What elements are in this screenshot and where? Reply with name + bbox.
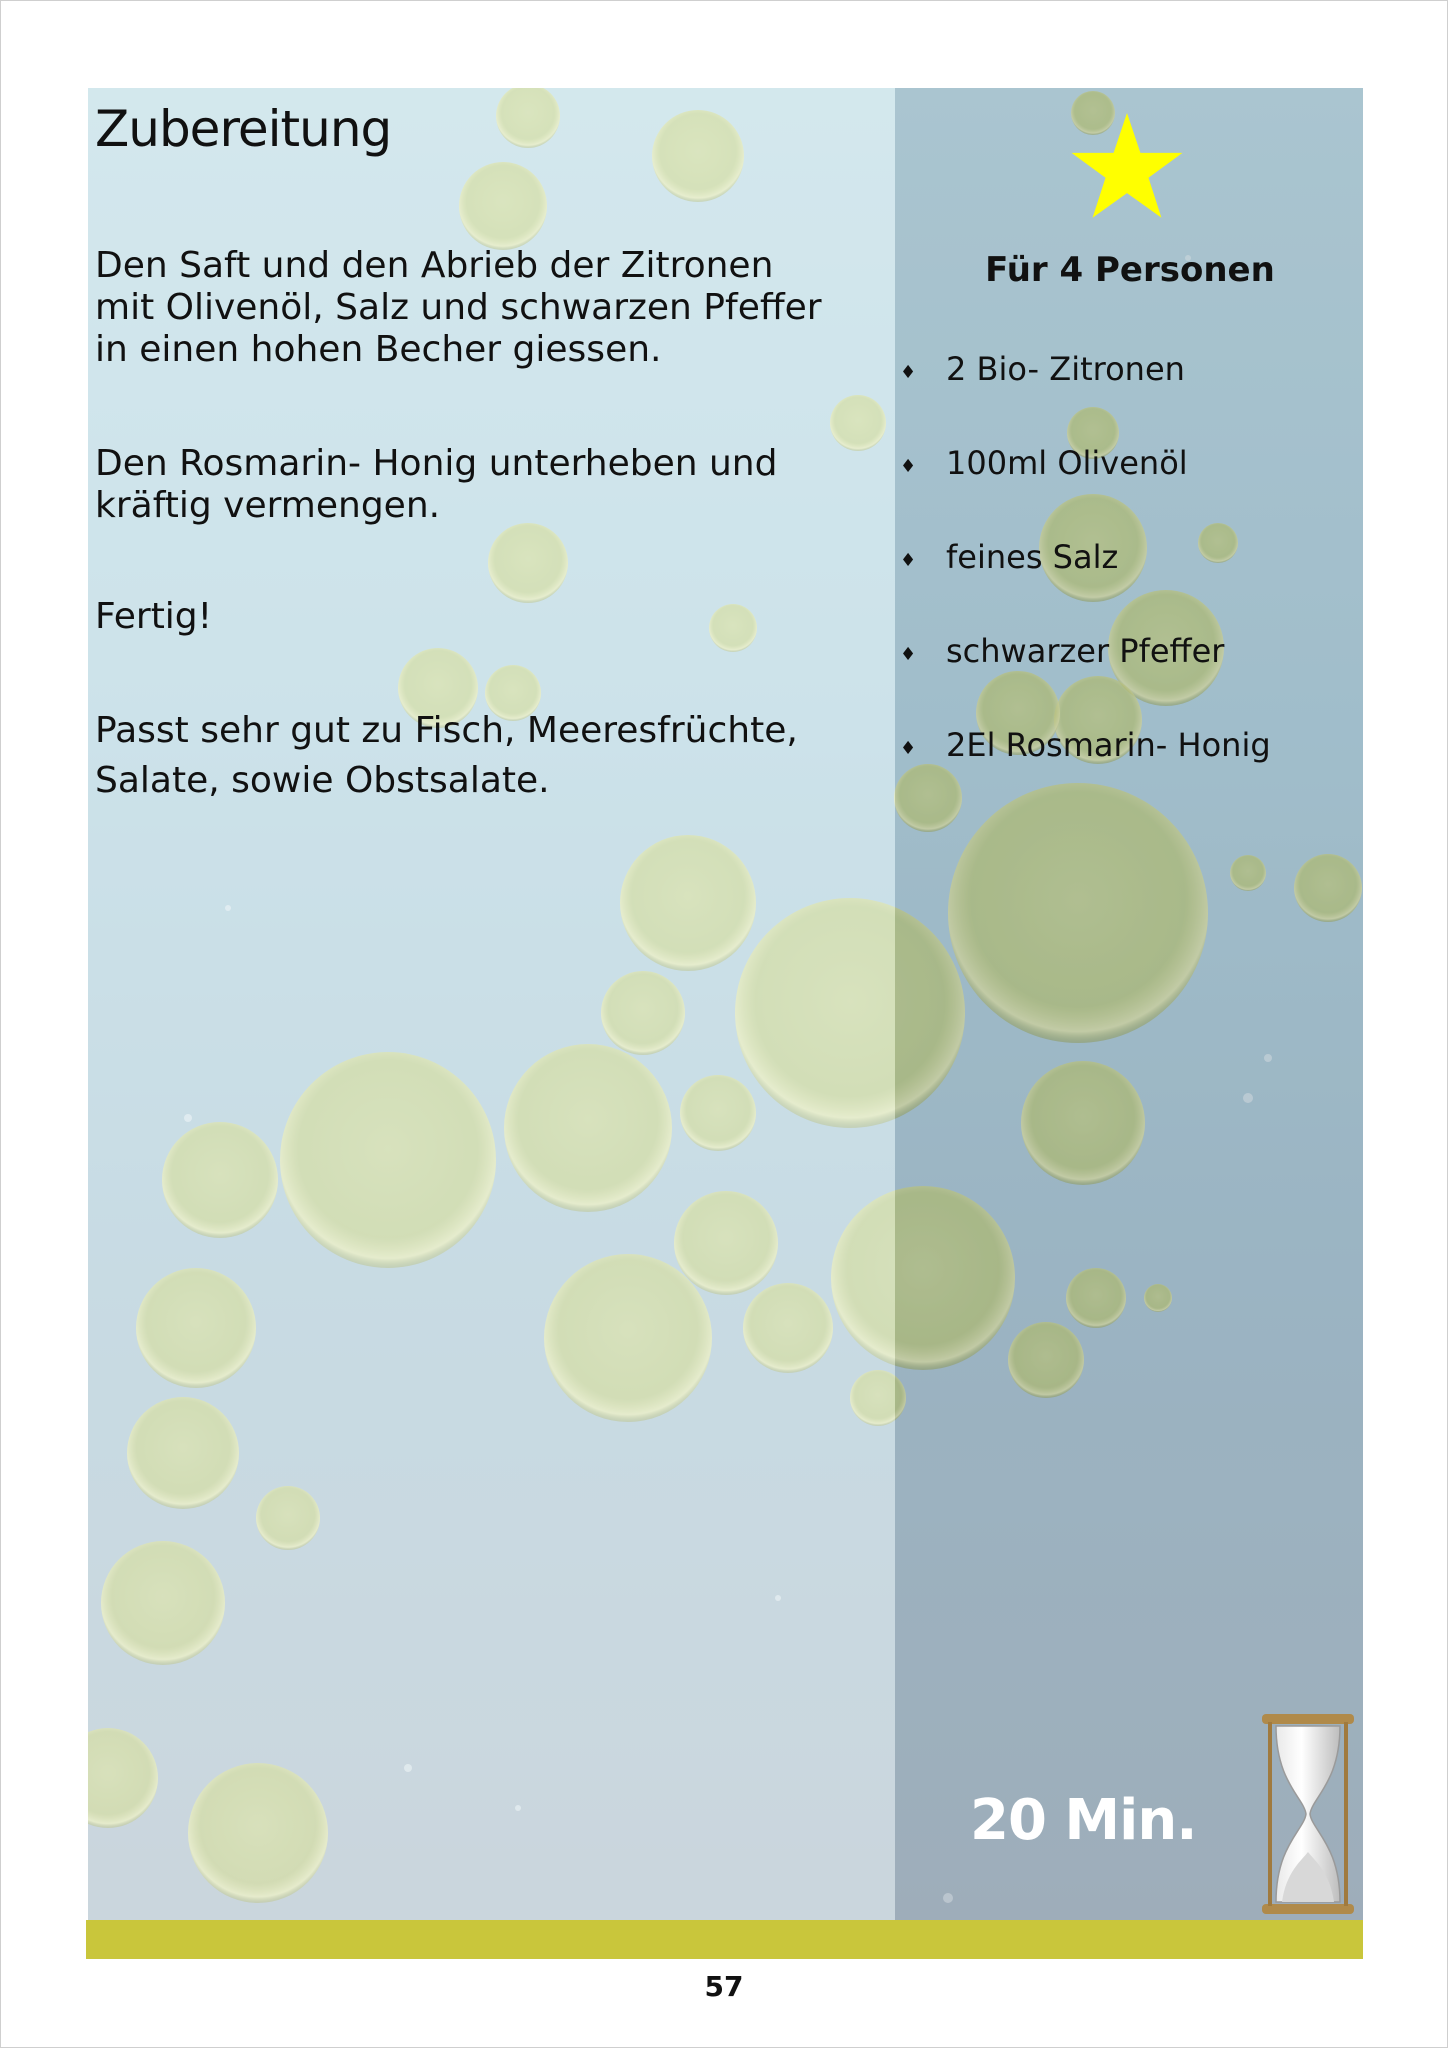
list-item xyxy=(900,726,1271,820)
diamond-bullet-icon: ♦ xyxy=(900,362,917,383)
instruction-paragraph-3: Fertig! xyxy=(95,596,213,637)
bottom-accent-bar xyxy=(86,1920,1363,1959)
diamond-bullet-icon: ♦ xyxy=(900,644,917,665)
ingredient-text: 2El Rosmarin- Honig xyxy=(946,726,1271,764)
list-item xyxy=(900,632,1271,726)
preparation-time: 20 Min. xyxy=(970,1788,1197,1853)
star-icon xyxy=(1070,113,1184,221)
instruction-paragraph-1: Den Saft und den Abrieb der Zitronen mit Olivenöl, Salz und schwarzen Pfeffer in einen hohen Becher giessen. xyxy=(95,245,822,370)
ingredient-text: schwarzer Pfeffer xyxy=(946,632,1225,670)
hourglass-icon xyxy=(1258,1712,1358,1916)
ingredient-list xyxy=(900,350,1271,820)
instruction-paragraph-4: Passt sehr gut zu Fisch, Meeresfrüchte, Salate, sowie Obstsalate. xyxy=(95,710,798,801)
list-item xyxy=(900,538,1271,632)
page-number: 57 xyxy=(704,1970,744,2003)
diamond-bullet-icon: ♦ xyxy=(900,550,917,571)
ingredient-text: feines Salz xyxy=(946,538,1119,576)
diamond-bullet-icon: ♦ xyxy=(900,738,917,759)
diamond-bullet-icon: ♦ xyxy=(900,456,917,477)
ingredient-text: 2 Bio- Zitronen xyxy=(946,350,1185,388)
instruction-paragraph-2: Den Rosmarin- Honig unterheben und kräftig vermengen. xyxy=(95,443,778,526)
list-item xyxy=(900,350,1271,444)
page-title: Zubereitung xyxy=(95,100,392,158)
ingredient-text: 100ml Olivenöl xyxy=(946,444,1188,482)
servings-label: Für 4 Personen xyxy=(985,250,1275,290)
list-item xyxy=(900,444,1271,538)
